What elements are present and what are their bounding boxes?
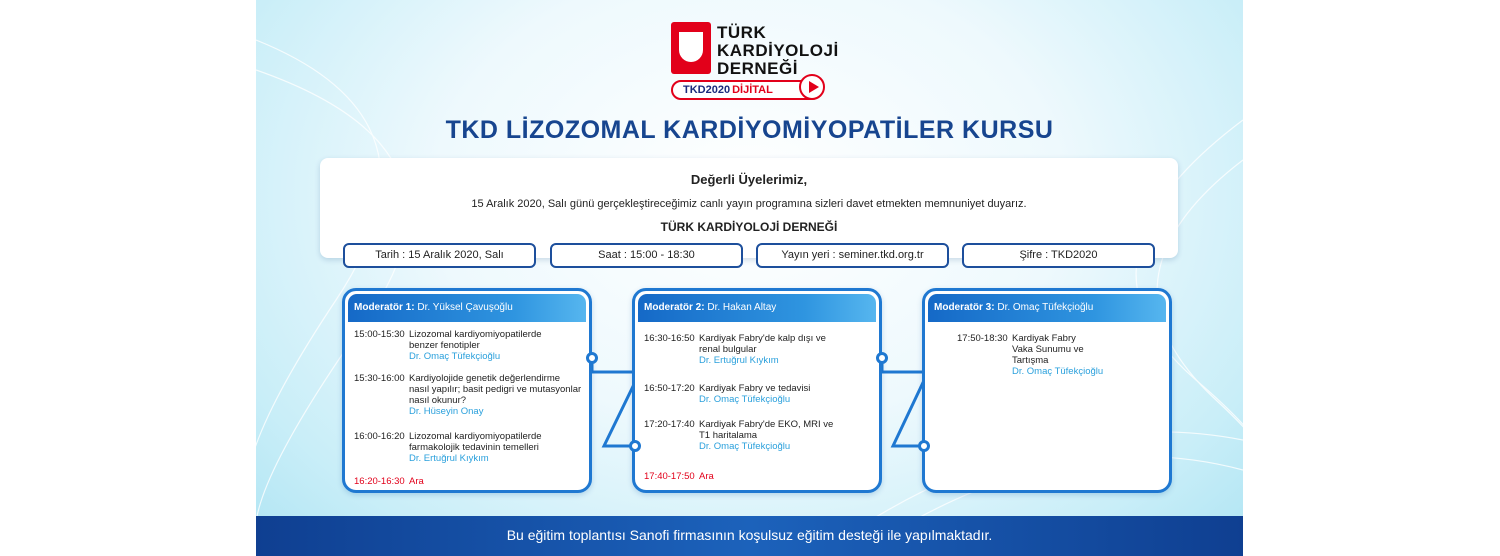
agenda-topic: nasıl okunur? — [409, 395, 467, 406]
agenda-topic: Kardiyak Fabry — [1012, 333, 1076, 344]
agenda-topic: nasıl yapılır; basit pedigri ve mutasyonlar — [409, 384, 582, 395]
info-venue: Yayın yeri : seminer.tkd.org.tr — [756, 243, 949, 268]
sponsor-footer: Bu eğitim toplantısı Sanofi firmasının koşulsuz eğitim desteği ile yapılmaktadır. — [256, 516, 1243, 556]
connector-dot — [586, 352, 598, 364]
agenda-speaker: Dr. Ertuğrul Kıykım — [409, 453, 489, 464]
logo-line-2: KARDİYOLOJİ — [717, 41, 839, 60]
agenda-topic: benzer fenotipler — [409, 340, 480, 351]
agenda-time: 17:40-17:50 — [644, 471, 695, 482]
agenda-speaker: Dr. Omaç Tüfekçioğlu — [699, 441, 791, 452]
agenda-time: 16:00-16:20 — [354, 431, 405, 442]
info-password: Şifre : TKD2020 — [962, 243, 1155, 268]
agenda-topic: Lizozomal kardiyomiyopatilerde — [409, 329, 542, 340]
agenda-topic: Kardiyak Fabry'de kalp dışı ve — [699, 333, 826, 344]
agenda-topic: Tartışma — [1012, 355, 1049, 366]
moderator-1-label: Moderatör 1: — [354, 302, 415, 313]
agenda-topic: farmakolojik tedavinin temelleri — [409, 442, 539, 453]
play-icon — [799, 74, 825, 100]
invitation-greeting: Değerli Üyelerimiz, — [690, 172, 808, 187]
connector-dot — [918, 440, 930, 452]
agenda-topic: Lizozomal kardiyomiyopatilerde — [409, 431, 542, 442]
session-1-header — [348, 294, 586, 322]
logo-line-1: TÜRK — [717, 23, 767, 42]
info-time: Saat : 15:00 - 18:30 — [550, 243, 743, 268]
invitation-organization: TÜRK KARDİYOLOJİ DERNEĞİ — [660, 220, 838, 234]
page-title: TKD LİZOZOMAL KARDİYOMİYOPATİLER KURSU — [445, 116, 1054, 144]
moderator-3-label: Moderatör 3: — [934, 302, 995, 313]
agenda-time: 15:30-16:00 — [354, 373, 405, 384]
invitation-body: 15 Aralık 2020, Salı günü gerçekleştireceğimiz canlı yayın programına sizleri davet etmekten memnuniyet duyarız. — [471, 198, 1027, 210]
logo-line-3: DERNEĞİ — [717, 59, 798, 78]
agenda-speaker: Dr. Hüseyin Onay — [409, 406, 484, 417]
agenda-time: 17:50-18:30 — [957, 333, 1008, 344]
moderator-2-name: Dr. Hakan Altay — [707, 302, 777, 313]
agenda-topic: Kardiyak Fabry ve tedavisi — [699, 383, 811, 394]
session-3-header — [928, 294, 1166, 322]
agenda-topic: Kardiyolojide genetik değerlendirme — [409, 373, 561, 384]
agenda-speaker: Dr. Omaç Tüfekçioğlu — [699, 394, 791, 405]
moderator-1-name: Dr. Yüksel Çavuşoğlu — [417, 302, 513, 313]
session-card-1 — [342, 288, 592, 493]
tkd-logo — [671, 22, 839, 106]
agenda-time: 15:00-15:30 — [354, 329, 405, 340]
connector-dot — [629, 440, 641, 452]
agenda-speaker: Dr. Omaç Tüfekçioğlu — [409, 351, 501, 362]
agenda-speaker: Dr. Omaç Tüfekçioğlu — [1012, 366, 1104, 377]
agenda-topic: Vaka Sunumu ve — [1012, 344, 1084, 355]
agenda-time: 16:20-16:30 — [354, 476, 405, 487]
agenda-topic: T1 haritalama — [699, 430, 758, 441]
badge-main-text: TKD2020 — [683, 84, 731, 96]
moderator-3-name: Dr. Omaç Tüfekçioğlu — [997, 302, 1094, 313]
info-date: Tarih : 15 Aralık 2020, Salı — [343, 243, 536, 268]
session-2-header — [638, 294, 876, 322]
agenda-time: 16:30-16:50 — [644, 333, 695, 344]
agenda-topic: Ara — [699, 471, 714, 482]
tkd-heart-logo-icon — [671, 22, 711, 74]
agenda-topic: Ara — [409, 476, 424, 487]
agenda-topic: renal bulgular — [699, 344, 757, 355]
agenda-speaker: Dr. Ertuğrul Kıykım — [699, 355, 779, 366]
session-card-3 — [922, 288, 1172, 493]
session-card-2 — [632, 288, 882, 493]
moderator-2-label: Moderatör 2: — [644, 302, 705, 313]
connector-dot — [876, 352, 888, 364]
agenda-time: 17:20-17:40 — [644, 419, 695, 430]
agenda-topic: Kardiyak Fabry'de EKO, MRI ve — [699, 419, 834, 430]
agenda-time: 16:50-17:20 — [644, 383, 695, 394]
badge-accent-text: DİJİTAL — [732, 84, 773, 96]
